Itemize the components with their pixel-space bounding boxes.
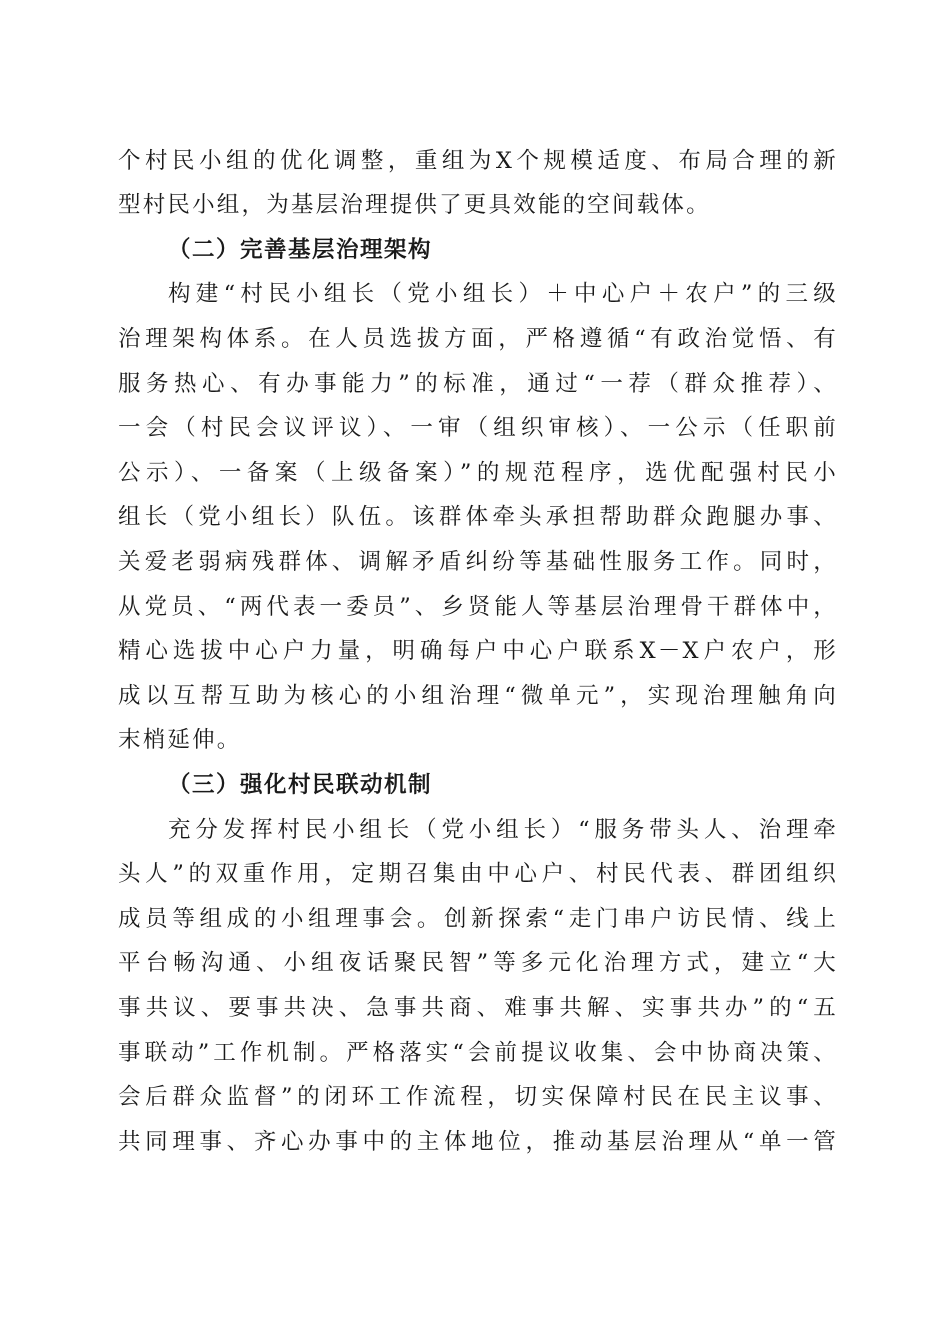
paragraph-line: 治理架构体系。在人员选拔方面，严格遵循“有政治觉悟、有 xyxy=(118,326,838,352)
section-heading-2: （二）完善基层治理架构 xyxy=(168,237,433,263)
paragraph-line: 构建“村民小组长（党小组长）＋中心户＋农户”的三级 xyxy=(168,281,838,307)
paragraph-line: 平台畅沟通、小组夜话聚民智”等多元化治理方式，建立“大 xyxy=(118,950,838,976)
paragraph-line: 头人”的双重作用，定期召集由中心户、村民代表、群团组织 xyxy=(118,861,838,887)
paragraph-line: 公示）、一备案（上级备案）”的规范程序，选优配强村民小 xyxy=(118,460,838,486)
paragraph-line: 末梢延伸。 xyxy=(118,727,242,753)
paragraph-line: 共同理事、齐心办事中的主体地位，推动基层治理从“单一管 xyxy=(118,1129,838,1155)
paragraph-line: 个村民小组的优化调整，重组为X个规模适度、布局合理的新 xyxy=(118,148,838,174)
paragraph-line: 一会（村民会议评议）、一审（组织审核）、一公示（任职前 xyxy=(118,415,838,441)
paragraph-line: 从党员、“两代表一委员”、乡贤能人等基层治理骨干群体中， xyxy=(118,594,838,620)
paragraph-line: 组长（党小组长）队伍。该群体牵头承担帮助群众跑腿办事、 xyxy=(118,504,838,530)
section-heading-3: （三）强化村民联动机制 xyxy=(168,772,433,798)
paragraph-line: 成员等组成的小组理事会。创新探索“走门串户访民情、线上 xyxy=(118,906,838,932)
paragraph-line: 事共议、要事共决、急事共商、难事共解、实事共办”的“五 xyxy=(118,995,838,1021)
paragraph-line: 服务热心、有办事能力”的标准，通过“一荐（群众推荐）、 xyxy=(118,371,838,397)
paragraph-line: 充分发挥村民小组长（党小组长）“服务带头人、治理牵 xyxy=(168,817,838,843)
paragraph-line: 型村民小组，为基层治理提供了更具效能的空间载体。 xyxy=(118,192,711,218)
paragraph-line: 会后群众监督”的闭环工作流程，切实保障村民在民主议事、 xyxy=(118,1084,838,1110)
paragraph-line: 事联动”工作机制。严格落实“会前提议收集、会中协商决策、 xyxy=(118,1040,838,1066)
paragraph-line: 精心选拔中心户力量，明确每户中心户联系X－X户农户，形 xyxy=(118,638,838,664)
paragraph-line: 关爱老弱病残群体、调解矛盾纠纷等基础性服务工作。同时， xyxy=(118,549,838,575)
paragraph-line: 成以互帮互助为核心的小组治理“微单元”，实现治理触角向 xyxy=(118,683,838,709)
